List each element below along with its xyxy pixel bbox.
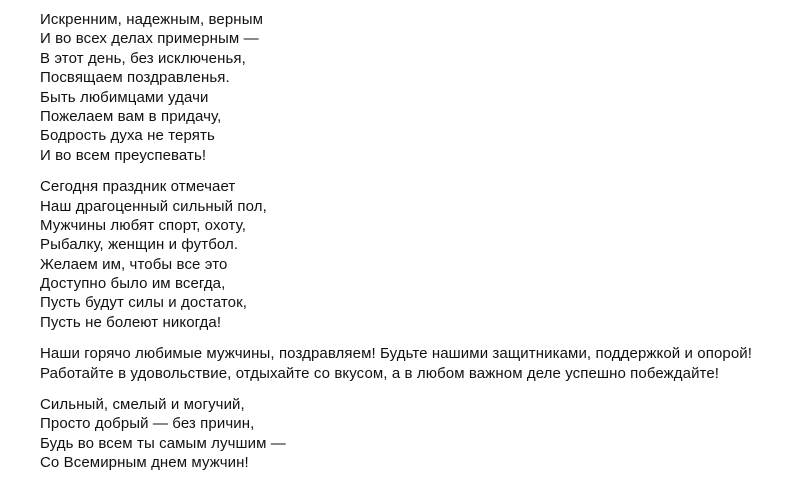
poem-line: Пожелаем вам в придачу, — [40, 107, 222, 125]
poem-line: Сегодня праздник отмечает — [40, 178, 236, 196]
prose-line: Работайте в удовольствие, отдыхайте со вкусом, а в любом важном деле успешно побеждайте! — [40, 364, 720, 382]
prose-line: Наши горячо любимые мужчины, поздравляем! Будьте нашими защитниками, поддержкой и опорой! — [40, 345, 753, 363]
stanza-1 — [40, 10, 780, 165]
poem-line: И во всем преуспевать! — [40, 146, 207, 164]
stanza-2 — [40, 177, 780, 332]
poem-line: Мужчины любят спорт, охоту, — [40, 216, 246, 234]
poem-line: Искренним, надежным, верным — [40, 11, 263, 28]
poem-line: Рыбалку, женщин и футбол. — [40, 236, 239, 254]
poem-line: Будь во всем ты самым лучшим — — [40, 434, 286, 452]
poem-line: Просто добрый — без причин, — [40, 415, 255, 433]
poem-line: И во всех делах примерным — — [40, 30, 259, 48]
prose-paragraph — [40, 344, 780, 383]
poem-line: Желаем им, чтобы все это — [40, 255, 228, 273]
poem-line: Бодрость духа не терять — [40, 127, 215, 145]
poem-line: Быть любимцами удачи — [40, 88, 209, 106]
poem-line: Посвящаем поздравленья. — [40, 69, 230, 87]
poem-line: Сильный, смелый и могучий, — [40, 396, 245, 414]
poem-line: Наш драгоценный сильный пол, — [40, 197, 267, 215]
poem-line: В этот день, без исключенья, — [40, 49, 246, 67]
poem-line: Со Всемирным днем мужчин! — [40, 454, 249, 472]
poem-line: Доступно было им всегда, — [40, 275, 226, 293]
poem-line: Пусть будут силы и достаток, — [40, 294, 248, 312]
poem-line: Пусть не болеют никогда! — [40, 313, 222, 331]
greeting-text-document — [40, 10, 780, 485]
